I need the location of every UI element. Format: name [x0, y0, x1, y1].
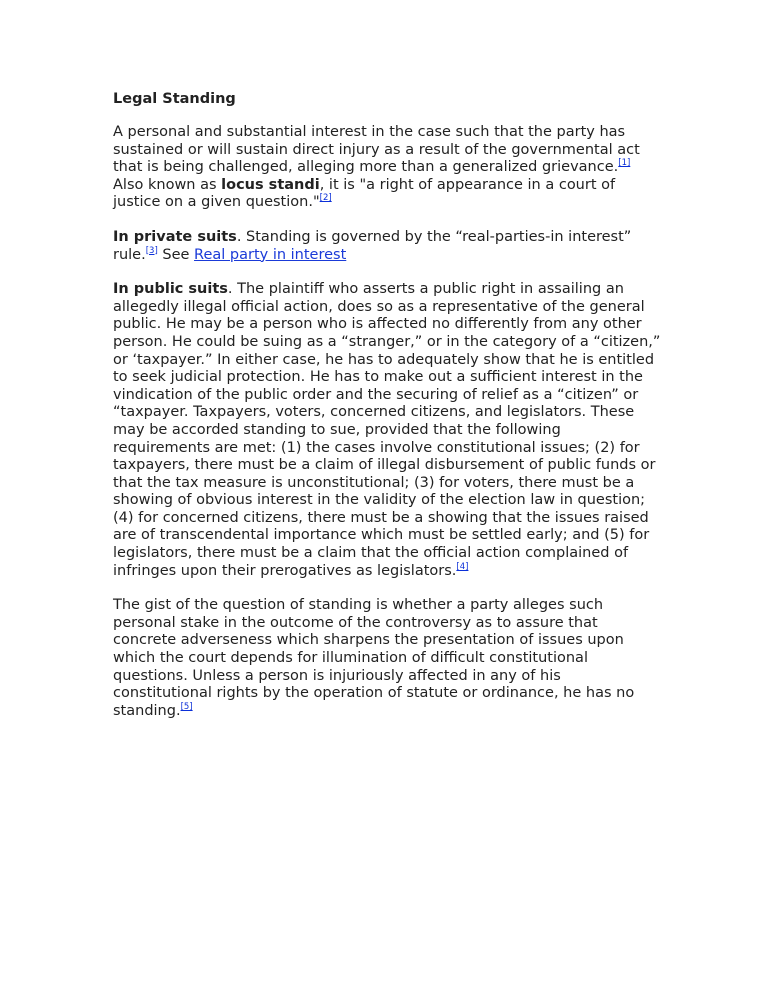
footnote-link-2[interactable]: [2]: [319, 193, 332, 204]
bold-heading-public-suits: In public suits: [113, 281, 228, 298]
footnote-link-3[interactable]: [3]: [145, 245, 158, 256]
paragraph-text: . The plaintiff who asserts a public right in assailing an allegedly illegal official action, does so as a representative of the general public. He may be a person who is affected no differently from any other person. He could be suing as a “stranger,” or in the category of a “citizen,” or ‘taxpayer.” In either case, he has to adequately show that he is entitled to seek judicial protection. He has to make out a sufficient interest in the vindication of the public order and the securing of relief as a “citizen” or “taxpayer. Taxpayers, voters, concerned citizens, and legislators. These may be accorded standing to sue, provided that the following requirements are met: (1) the cases involve constitutional issues; (2) for taxpayers, there must be a claim of illegal disbursement of public funds or that the tax measure is unconstitutional; (3) for voters, there must be a showing of obvious interest in the validity of the election law in question; (4) for concerned citizens, there must be a showing that the issues raised are of transcendental importance which must be settled early; and (5) for legislators, there must be a claim that the official action complained of infringes upon their prerogatives as legislators.: [113, 281, 661, 579]
footnote-ref-5: [181, 702, 193, 712]
bold-heading-private-suits: In private suits: [113, 228, 237, 245]
footnote-link-5[interactable]: [5]: [180, 701, 193, 712]
paragraph-text: See: [157, 246, 195, 263]
paragraph-text: . Standing is governed by the “real-parties-in interest” rule.: [113, 228, 632, 263]
footnote-ref-4: [456, 562, 468, 572]
footnote-link-4[interactable]: [4]: [456, 561, 469, 572]
paragraph-text: , it is "a right of appearance in a court of justice on a given question.": [113, 176, 616, 211]
bold-term-locus-standi: locus standi: [221, 176, 320, 193]
paragraph-text: A personal and substantial interest in the case such that the party has sustained or will sustain direct injury as a result of the governmental act that is being challenged, alleging more than a generalized grievance.: [113, 124, 640, 176]
paragraph-text: Also known as: [113, 176, 222, 193]
paragraph-text: The gist of the question of standing is whether a party alleges such personal stake in the outcome of the controversy as to assure that concrete adverseness which sharpens the presentation of issues upon which the court depends for illumination of difficult constitutional questions. Unless a person is injuriously affected in any of his constitutional rights by the operation of statute or ordinance, he has no standing.: [113, 597, 635, 719]
footnote-ref-2: [320, 193, 332, 203]
paragraph-private-suits: [113, 229, 661, 264]
footnote-ref-3: [146, 246, 158, 256]
paragraph-gist: [113, 597, 661, 720]
footnote-ref-1: [618, 158, 630, 168]
page-title: Legal Standing: [113, 91, 236, 107]
paragraph-public-suits: [113, 281, 661, 580]
document-page: [113, 89, 661, 737]
footnote-link-1[interactable]: [1]: [618, 158, 631, 169]
paragraph-definition: [113, 124, 661, 212]
real-party-in-interest-link[interactable]: Real party in interest: [194, 246, 347, 263]
